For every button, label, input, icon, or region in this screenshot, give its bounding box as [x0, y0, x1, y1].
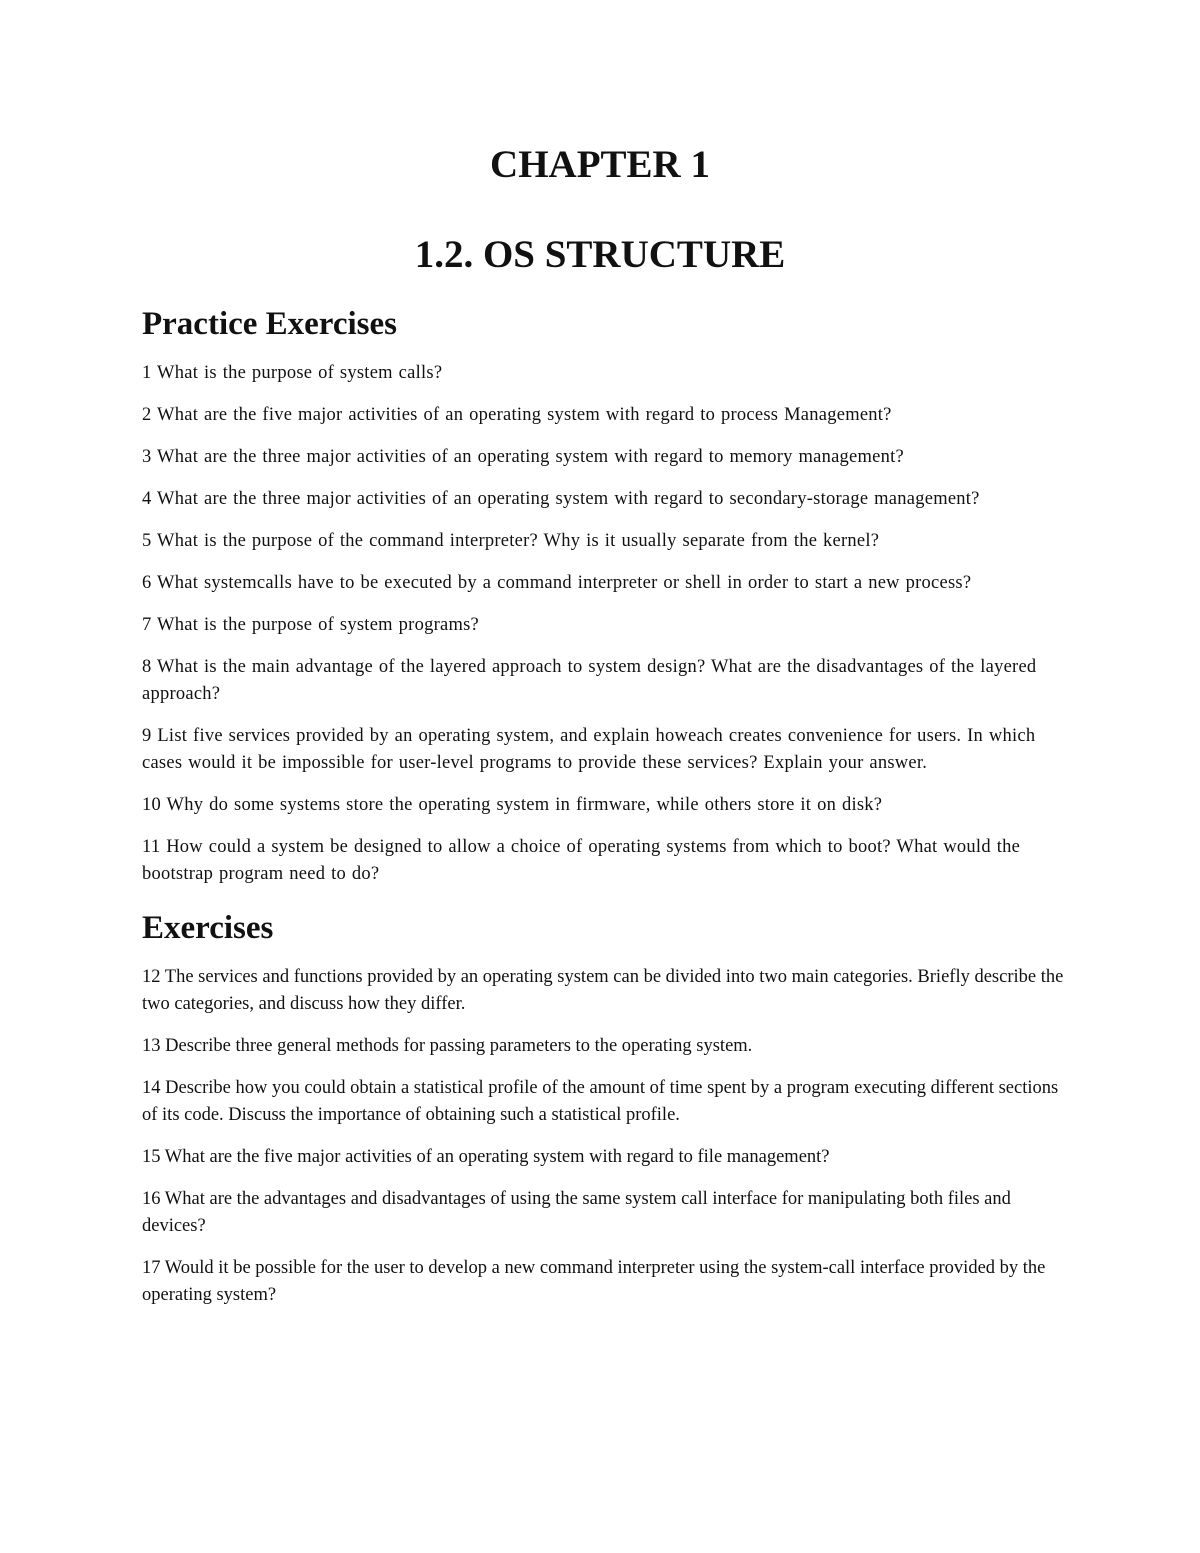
practice-question: 9 List five services provided by an operating system, and explain howeach creates convenience for users. In which cases would it be impossible for user-level programs to provide these services? Explain your answer.: [142, 726, 1036, 773]
exercise-question: 14 Describe how you could obtain a statistical profile of the amount of time spent by a program executing different sections of its code. Discuss the importance of obtaining such a statistical profile.: [142, 1078, 1059, 1125]
practice-question: 7 What is the purpose of system programs?: [142, 615, 479, 635]
practice-question: 2 What are the five major activities of an operating system with regard to process Management?: [142, 405, 892, 425]
practice-question: 11 How could a system be designed to allow a choice of operating systems from which to boot? What would the bootstrap program need to do?: [142, 837, 1021, 884]
document-body: [142, 300, 1067, 1324]
practice-question: 5 What is the purpose of the command interpreter? Why is it usually separate from the kernel?: [142, 531, 880, 551]
practice-question: 6 What systemcalls have to be executed by a command interpreter or shell in order to start a new process?: [142, 573, 972, 593]
practice-question: 3 What are the three major activities of an operating system with regard to memory management?: [142, 447, 904, 467]
practice-question: 8 What is the main advantage of the layered approach to system design? What are the disadvantages of the layered approach?: [142, 657, 1037, 704]
exercise-question: 12 The services and functions provided by an operating system can be divided into two main categories. Briefly describe the two categories, and discuss how they differ.: [142, 967, 1064, 1014]
section-title: 1.2. OS STRUCTURE: [414, 233, 786, 276]
exercise-question: 16 What are the advantages and disadvantages of using the same system call interface for manipulating both files and devices?: [142, 1189, 1011, 1236]
exercise-question-list: [142, 964, 1067, 1309]
practice-question-list: [142, 360, 1067, 888]
practice-question: 1 What is the purpose of system calls?: [142, 363, 443, 383]
exercise-question: 13 Describe three general methods for passing parameters to the operating system.: [142, 1036, 753, 1056]
exercise-question: 15 What are the five major activities of an operating system with regard to file management?: [142, 1147, 830, 1167]
chapter-title: CHAPTER 1: [490, 143, 710, 186]
exercise-question: 17 Would it be possible for the user to develop a new command interpreter using the system-call interface provided by the operating system?: [142, 1258, 1046, 1305]
practice-exercises-heading: Practice Exercises: [142, 306, 398, 342]
exercises-heading: Exercises: [142, 910, 274, 946]
practice-question: 10 Why do some systems store the operating system in firmware, while others store it on disk?: [142, 795, 883, 815]
practice-question: 4 What are the three major activities of an operating system with regard to secondary-storage management?: [142, 489, 980, 509]
